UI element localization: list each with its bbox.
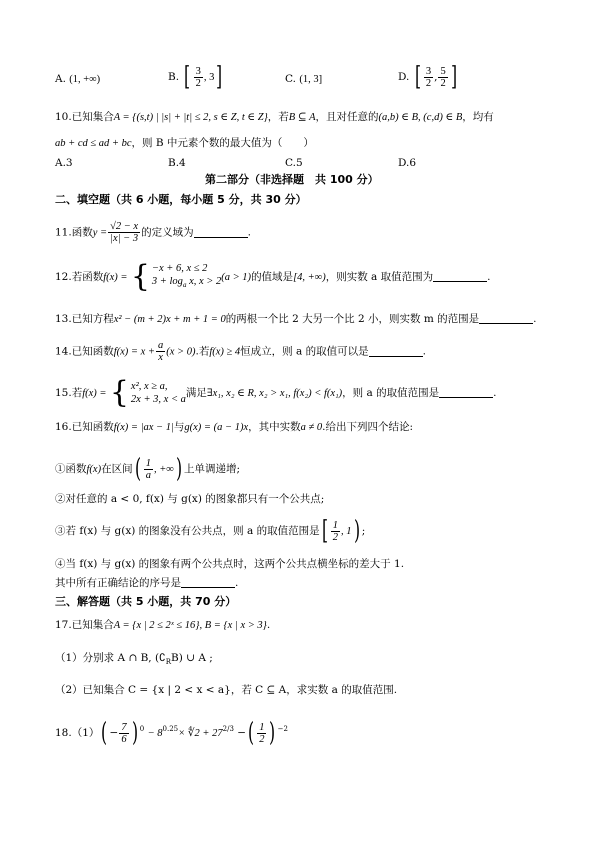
q9-option-d: D. [ $\frac{3}{2}$ , $\frac{5}{2}$ ] xyxy=(398,62,457,92)
q14: 14.已知函数f(x) = x + $\frac{a}{x}$ (x > 0).若f(x) ≥ 4恒成立，则 a 的取值可以是 . xyxy=(55,340,426,363)
section2-title: 二、填空题（共 6 小题，每小题 5 分，共 30 分） xyxy=(55,193,307,206)
q16-answer-blank[interactable] xyxy=(181,576,235,588)
q12: 12.若函数f(x) = { −x + 6, x ≤ 2 $3 + \log_a x$, x > 2 (a > 1)的值域是[4, +∞)，则实数 a 取值范围为 . xyxy=(55,259,491,294)
q17-part1: （1）分别求 A ∩ B, $(∁_RB)$ ∪ A ; xyxy=(55,652,213,666)
q17: 17.已知集合A = {x | 2 ≤ 2ˣ ≤ 16}, B = {x | x > 3}. xyxy=(55,619,271,631)
q9-option-a: A. (1, +∞) xyxy=(55,73,101,85)
q14-answer-blank[interactable] xyxy=(369,345,423,357)
q10-option-b: B.4 xyxy=(168,157,186,169)
q12-answer-blank[interactable] xyxy=(433,270,487,282)
q10-line2: ab + cd ≤ ad + bc，则 B 中元素个数的最大值为（ ） xyxy=(55,137,314,149)
q10-option-a: A.3 xyxy=(55,157,73,169)
q17-part2: （2）已知集合 C = {x | 2 < x < a}，若 C ⊆ A，求实数 a 的取值范围. xyxy=(55,684,398,696)
q9-option-b: B. [ $\frac{3}{2}$ , 3] xyxy=(168,62,223,92)
q13-answer-blank[interactable] xyxy=(479,312,533,324)
q16-statement-1: ①函数f(x)在区间( $\frac{1}{a}$ , +∞) 上单调递增; xyxy=(55,454,241,484)
q10-line1: 10.已知集合A = {(s,t) | |s| + |t| ≤ 2, s ∈ Z, t ∈ Z}，若B ⊆ A，且对任意的(a,b) ∈ B, (c,d) ∈ B，均有 xyxy=(55,111,494,123)
part2-title: 第二部分（非选择题 共 100 分） xyxy=(205,173,379,186)
q16-statement-2: ②对任意的 a < 0, f(x) 与 g(x) 的图象都只有一个公共点; xyxy=(55,493,325,505)
q13: 13.已知方程x² − (m + 2)x + m + 1 = 0的两根一个比 2 大另一个比 2 小，则实数 m 的范围是 . xyxy=(55,313,537,325)
q15: 15.若f(x) = { x², x ≥ a, 2x + 3, x < a 满足∃x₁, x₂ ∈ R, x₂ > x₁, f(x₂) < f(x₁)，则 a 的取值范围是 . xyxy=(55,375,497,410)
q16-statement-4: ④当 f(x) 与 g(x) 的图象有两个公共点时，这两个公共点横坐标的差大于 1. xyxy=(55,558,405,570)
q11-answer-blank[interactable] xyxy=(194,226,248,238)
section3-title: 三、解答题（共 5 小题，共 70 分） xyxy=(55,595,237,608)
q18: 18.（1）( − $\frac{7}{6}$ ) $^0 - 8^{0.25}\times$ ∜2 + $27^{2/3}$ −( $\frac{1}{2}$ ) $^{-2}$ xyxy=(55,718,288,748)
q9-option-c: C. (1, 3] xyxy=(285,73,323,85)
q15-answer-blank[interactable] xyxy=(439,386,493,398)
q16-answer-line: 其中所有正确结论的序号是 . xyxy=(55,577,239,589)
q11: 11.函数y = $\frac{√2 - x}{|x| - 3}$ 的定义域为 . xyxy=(55,221,251,244)
q16-statement-3: ③若 f(x) 与 g(x) 的图象没有公共点，则 a 的取值范围是[ $\frac{1}{2}$ , 1) ; xyxy=(55,516,366,546)
q10-option-c: C.5 xyxy=(285,157,303,169)
q16-line1: 16.已知函数f(x) = |ax − 1|与g(x) = (a − 1)x，其中实数a ≠ 0.给出下列四个结论: xyxy=(55,421,414,433)
q10-option-d: D.6 xyxy=(398,157,417,169)
